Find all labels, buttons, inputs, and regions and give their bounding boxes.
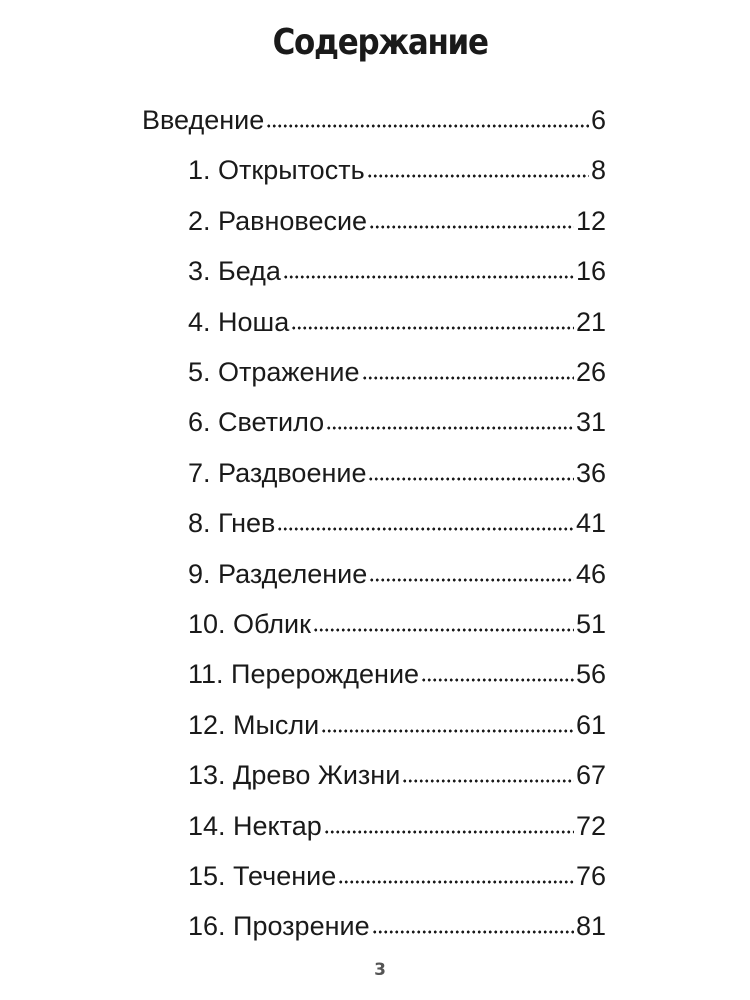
toc-entry-page-number: 21 (575, 306, 606, 337)
page-number: 3 (374, 960, 386, 980)
toc-entry-title: Введение (142, 105, 265, 135)
toc-entry (142, 100, 606, 140)
toc-entry-page-number: 41 (575, 508, 606, 539)
toc-entry-page-number: 36 (575, 457, 606, 488)
dot-leader (368, 477, 573, 481)
toc-entry-title: 13. Древо Жизни (188, 760, 401, 791)
toc-entry (188, 755, 606, 795)
toc-entry (188, 856, 606, 896)
toc-entry (188, 150, 606, 190)
toc-entry-title: 5. Отражение (188, 357, 360, 387)
toc-entry-title: 12. Мысли (188, 709, 320, 740)
toc-entry-title: 7. Раздвоение (188, 457, 367, 488)
toc-entry (188, 604, 606, 644)
toc-entry-title: 14. Нектар (188, 810, 322, 841)
dot-leader (277, 527, 574, 531)
toc-entry (188, 654, 606, 694)
toc-entry-title: 8. Гнев (188, 508, 276, 539)
toc-entry-page-number: 26 (575, 357, 606, 387)
toc-entry (188, 402, 606, 442)
toc-entry-page-number: 61 (575, 709, 606, 740)
dot-leader (324, 830, 574, 834)
dot-leader (369, 225, 574, 229)
toc-entry-title: 6. Светило (188, 407, 325, 438)
toc-entry-page-number: 76 (575, 861, 606, 891)
toc-entry-title: 1. Открытость (188, 155, 365, 186)
toc-entry (188, 453, 606, 493)
toc-entry-title: 3. Беда (188, 256, 281, 287)
dot-leader (369, 578, 574, 582)
toc-entry-page-number: 6 (590, 105, 606, 135)
toc-entry (188, 906, 606, 946)
toc-entry-page-number: 31 (575, 407, 606, 438)
dot-leader (326, 426, 574, 430)
toc-entry-title: 9. Разделение (188, 558, 368, 589)
toc-entry-title: 16. Прозрение (188, 911, 370, 942)
toc-entry (188, 201, 606, 241)
toc-entry-page-number: 46 (575, 558, 606, 589)
page-title: Содержание (272, 22, 488, 63)
toc-entry-page-number: 67 (575, 760, 606, 791)
dot-leader (291, 326, 574, 330)
toc-entry (188, 806, 606, 846)
toc-entry-title: 4. Ноша (188, 306, 290, 337)
toc-entry (188, 302, 606, 342)
toc-entry-page-number: 56 (575, 659, 606, 690)
toc-entry-page-number: 72 (575, 810, 606, 841)
toc-entry (188, 503, 606, 543)
toc-entry-page-number: 16 (575, 256, 606, 287)
dot-leader (338, 880, 574, 884)
toc-entry-title: 2. Равновесие (188, 205, 368, 236)
dot-leader (313, 628, 574, 632)
dot-leader (321, 729, 574, 733)
toc-entry-page-number: 8 (590, 155, 606, 186)
toc-entry (188, 554, 606, 594)
dot-leader (283, 275, 574, 279)
toc-entry-title: 15. Течение (188, 861, 337, 891)
toc-entry-title: 10. Облик (188, 609, 311, 639)
toc-entry (188, 251, 606, 291)
toc-entry (188, 705, 606, 745)
dot-leader (362, 376, 574, 380)
dot-leader (266, 124, 589, 128)
dot-leader (372, 930, 574, 934)
dot-leader (367, 174, 589, 178)
dot-leader (421, 678, 574, 682)
toc-entry-page-number: 12 (575, 205, 606, 236)
dot-leader (402, 779, 574, 783)
toc-entry-page-number: 51 (575, 609, 606, 639)
toc-entry (188, 352, 606, 392)
toc-entry-page-number: 81 (575, 911, 606, 942)
toc-entry-title: 11. Перерождение (188, 659, 420, 690)
